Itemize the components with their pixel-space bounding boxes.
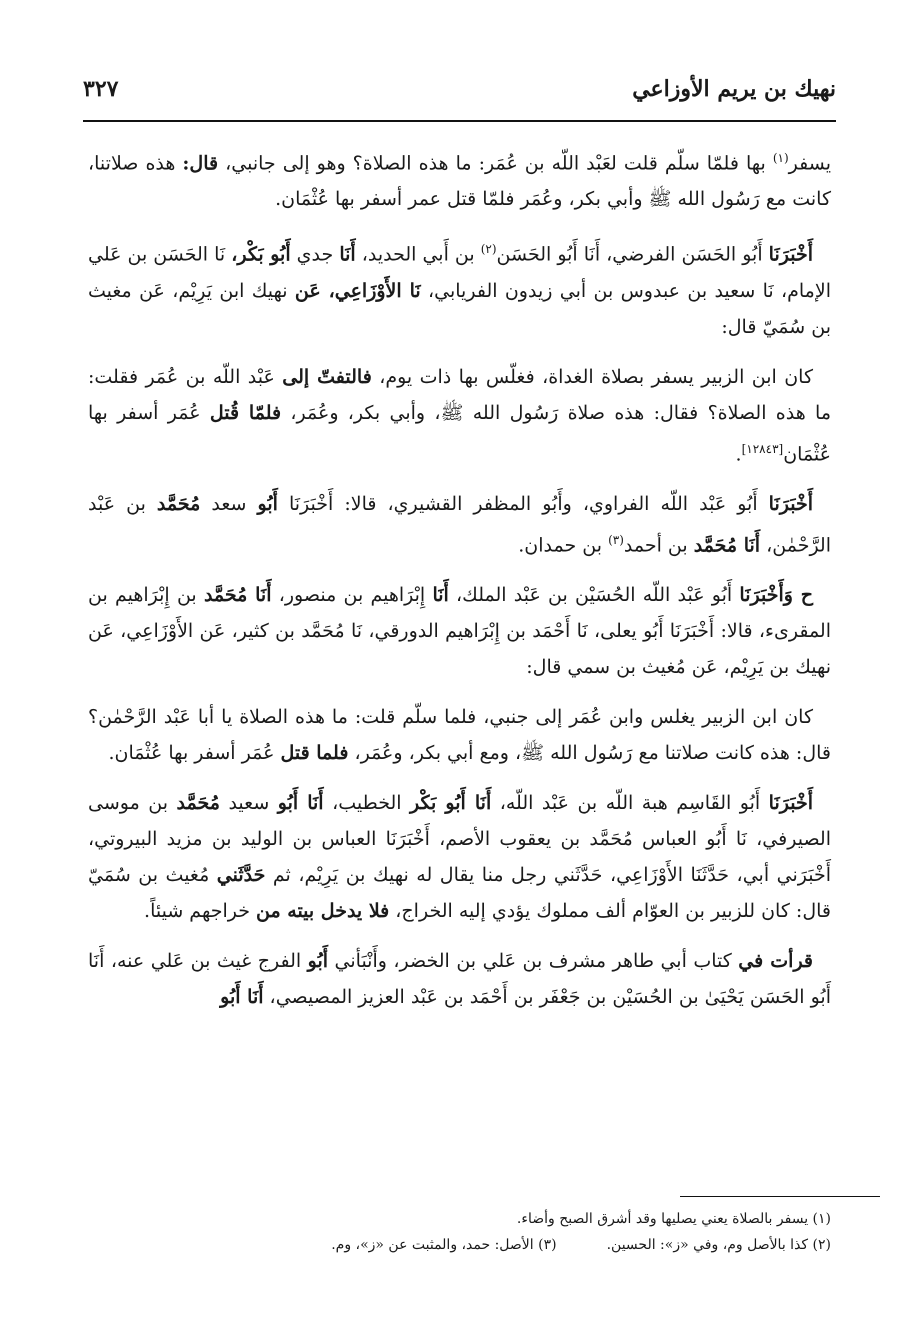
text-run: أَبُو الحَسَن الفرضي، أَنَا أَبُو الحَسَن [496,243,769,266]
paragraph [88,699,831,771]
text-run: عُمَر أسفر بها عُثْمَان [88,401,831,465]
text-run: مُحَمَّد [176,792,220,815]
text-run: الفرج غيث بن عَلي عنه، أَنَا أَبُو الحَسَن يَحْيَىٰ بن الحُسَيْن بن جَعْفَر بن أَحْمَد بن عَبْد العزيز المصيصي، [88,950,831,1009]
text-run: نَا الأَوْزَاعِي، عَن [294,279,421,302]
text-run: يسفر [788,152,831,175]
text-run: أَبُو عَبْد اللّه الحُسَيْن بن عَبْد الملك، [448,584,740,607]
text-run: أَبُو [307,950,329,973]
text-run: ح وَأَخْبَرَنَا [739,584,813,607]
text-run: سعيد [219,792,278,815]
footnote-rule [680,1196,880,1197]
main-text [88,140,831,1029]
text-run: نَا الحَسَن بن عَلي الإمام، نَا سعيد بن عبدوس بن أبي زيدون الفريابي، [88,243,831,302]
text-run: أَنَا [432,584,449,607]
footnotes [88,1206,831,1258]
text-run: عُمَر أسفر بها عُثْمَان. [108,742,281,765]
text-run: أَخْبَرَنَا [768,492,813,515]
paragraph [88,359,831,472]
footnote-marker: (٢) [480,242,497,257]
text-run: بن موسى الصيرفي، نَا أَبُو العباس مُحَمَّد بن يعقوب الأصم، أَخْبَرَنَا العباس بن الوليد بن مزيد البيروتي، أَخْبَرَني أبي، حَدَّثَنَا الأَوْزَاعِي، حَدَّثَني رجل منا يقال له نهيك بن يَرِيْم، ثم [88,792,831,887]
text-run: عَبْد اللّه بن عُمَر فقلت: ما هذه الصلاة؟ فقال: هذه صلاة رَسُول الله ﷺ، وأبي بكر، وعُمَر، [88,365,831,424]
text-run: أَبُو عَبْد اللّه الفراوي، وأَبُو المظفر القشيري، قالا: أَخْبَرَنَا [277,492,769,515]
paragraph [88,486,831,563]
header-rule [83,120,836,122]
text-run: بها فلمّا سلّم قلت لعَبْد اللّه بن عُمَر: ما هذه الصلاة؟ وهو إلى جانبي، [218,152,773,175]
text-run: مُحَمَّد [156,492,201,515]
text-run: بن حمدان. [518,534,609,557]
paragraph [88,943,831,1015]
text-run: أَنَا أَبُو بَكْر [410,792,492,815]
paragraph [88,140,831,217]
footnote-row [88,1232,831,1258]
text-run: فلا يدخل بيته من [256,900,390,923]
text-run: جدي [290,243,340,266]
text-run: أَبُو القَاسِم هبة اللّه بن عَبْد اللّه، [491,792,769,815]
page-header [83,72,836,112]
text-run: أَنَا أَبُو [277,792,324,815]
text-run: بن أحمد [623,534,694,557]
text-run: خراجهم شيئاً. [144,900,256,923]
text-run: أَخْبَرَنَا [768,243,813,266]
footnote-2: (٢) كذا بالأصل وم، وفي «ز»: الحسين. [606,1237,831,1253]
text-run: أَخْبَرَنَا [768,792,813,815]
text-run: فالتفتّ إلى [282,365,372,388]
text-run: كتاب أبي طاهر مشرف بن عَلي بن الخضر، وأَنْبَأني [328,950,739,973]
text-run: . [735,442,742,465]
text-run: أَبُو بَكْر، [231,243,291,266]
footnote-marker: (١) [772,151,789,165]
paragraph [88,785,831,929]
text-run: فلمّا قُتل [209,401,282,424]
text-run: كان ابن الزبير يسفر بصلاة الغداة، فغلّس بها ذات يوم، [371,365,813,388]
text-run: مُغيث بن سُمَيّ قال: كان للزبير بن العوّام ألف مملوك يؤدي إليه الخراج، [88,864,831,923]
text-run: قال: [182,152,219,175]
text-run: سعد [200,492,258,515]
text-run: حَدَّثَني [216,864,266,887]
running-title: نهيك بن يريم الأوزاعي [632,76,836,102]
text-run: إِبْرَاهيم بن منصور، [271,584,433,607]
text-run: الخطيب، [323,792,411,815]
footnote-marker: [١٢٨٤٣] [741,441,784,456]
page-number: ٣٢٧ [83,76,119,102]
text-run: أَنَا مُحَمَّد [693,534,761,557]
paragraph [88,577,831,685]
text-run: نهيك ابن يَرِيْم، عَن مغيث بن سُمَيّ قال: [88,279,831,338]
footnote-marker: (٣) [608,532,624,547]
text-run: كان ابن الزبير يغلس وابن عُمَر إلى جنبي، فلما سلّم قلت: ما هذه الصلاة يا أبا عَبْد الرَّحْمٰن؟ قال: هذه كانت صلاتنا مع رَسُول الله ﷺ، ومع أبي بكر، وعُمَر، [88,706,831,765]
paragraph [88,231,831,344]
text-run: أَبُو [257,492,278,515]
text-run: أَنَا أَبُو [220,986,264,1009]
text-run: بن إِبْرَاهيم بن المقرىء، قالا: أَخْبَرَنَا أَبُو يعلى، نَا أَحْمَد بن إِبْرَاهيم الدورقي، نَا مُحَمَّد بن كثير، عَن الأَوْزَاعِي، عَن نهيك بن يَرِيْم، عَن مُغيث بن سمي قال: [88,584,831,679]
text-run: أَنَا مُحَمَّد [203,584,272,607]
text-run: هذه صلاتنا، كانت مع رَسُول الله ﷺ وأبي بكر، وعُمَر فلمّا قتل عمر أسفر بها عُثْمَان. [88,152,831,211]
footnote-1: (١) يسفر بالصلاة يعني يصليها وقد أشرق الصبح وأضاء. [516,1211,831,1227]
text-run: أَنَا [339,243,356,266]
text-run: بن أَبي الحديد، [355,243,481,266]
text-run: قرأت في [738,950,814,973]
text-run: فلما قتل [280,742,349,765]
text-run: بن عَبْد الرَّحْمٰن، [88,492,831,557]
footnote-3: (٣) الأصل: حمد، والمثبت عن «ز»، وم. [331,1237,557,1253]
